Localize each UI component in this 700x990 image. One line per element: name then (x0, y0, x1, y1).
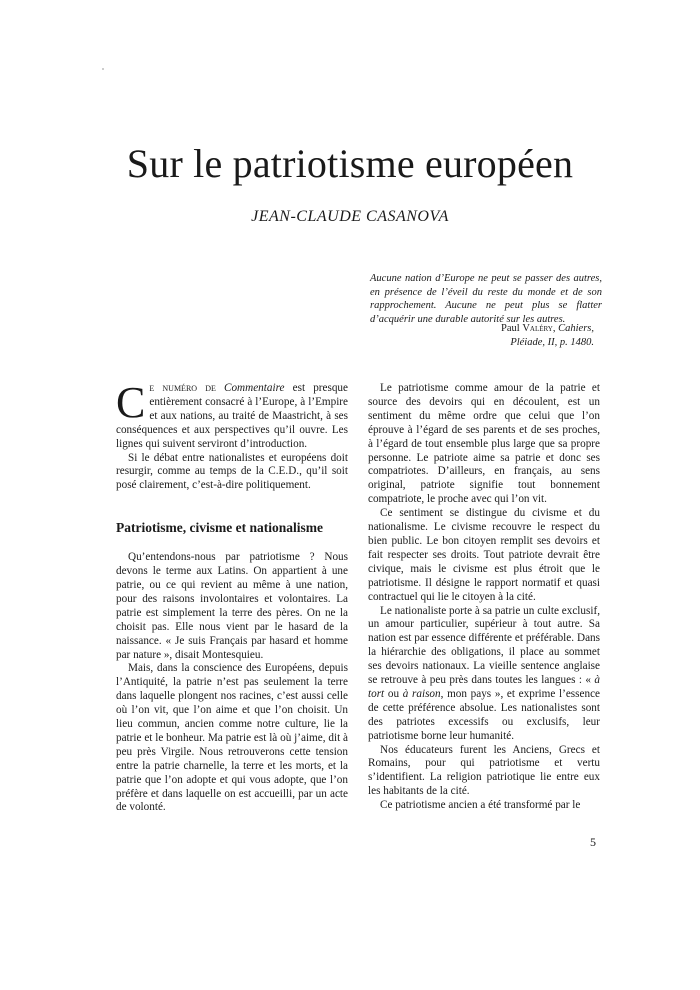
section-heading: Patriotisme, civisme et nationalisme (116, 520, 323, 536)
intro-paragraph-2: Si le débat entre nationalistes et européens doit resurgir, comme au temps de la C.E.D., qu’il soit posé clairement, c’est-à-dire politiquement. (116, 451, 348, 492)
right-paragraph-4: Nos éducateurs furent les Anciens, Grecs et Romains, pour qui patriotisme et vertu s’identifient. La religion patriotique lie entre eux les habitants de la cité. (368, 743, 600, 798)
epigraph-author-last: Valéry (522, 323, 553, 334)
right-paragraph-3 (368, 605, 600, 744)
right-p3-italic-1: à tort (368, 674, 600, 700)
intro-p1-rest: est presque entièrement consacré à l’Europe, à l’Empire et aux nations, au traité de Maastricht, à ses conséquences et aux perspectives qu’il ouvre. Les lignes qui suivent serviront d’introduction. (116, 382, 348, 450)
right-paragraph-2: Ce sentiment se distingue du civisme et du nationalisme. Le civisme recouvre le respect du bien public. Le bon citoyen remplit ses devoirs et fait respecter ses droits. Tout patriote devrait être civique, mais le civisme est plus étroit que le patriotisme. Il désigne le rapport normatif et quasi contractuel qui lie le citoyen à la cité. (368, 507, 600, 603)
right-p3-c: , mon pays », et exprime l’essence de cette préférence absolue. Les nationalistes sont des patriotes excessifs ou exclusifs, leur patriotisme borne leur humanité. (368, 687, 601, 742)
intro-paragraph-1 (116, 378, 348, 452)
epigraph-text: Aucune nation d’Europe ne peut se passer des autres, en présence de l’éveil du reste du monde et de son rapprochement. Aucune ne peut plus se flatter d’acquérir une durable autorité sur les autres. (370, 273, 602, 325)
section-paragraph-1: Qu’entendons-nous par patriotisme ? Nous devons le terme aux Latins. On appartient à une patrie, ou ce qui revient au même à une nation, pour des raisons involontaires et volontaires. La patrie est simplement la terre des pères. On ne la choisit pas. Elle nous vient par le hasard de la naissance. « Je suis Français par hasard et homme par nature », disait Montesquieu. (116, 551, 348, 661)
left-column (116, 378, 348, 815)
article-author: JEAN-CLAUDE CASANOVA (251, 208, 449, 225)
drop-cap: C (116, 378, 146, 427)
right-paragraph-1: Le patriotisme comme amour de la patrie et source des devoirs qui en découlent, est un sentiment du même ordre que celui que l’on éprouve à l’égard de ses parents et de ses proches, à l’égard de tout ensemble plus large que sa propre personne. Le patriote aime sa patrie et donc ses compatriotes. D’ailleurs, en français, au sens original, patriote signifie tout bonnement compatriote, le proche avec qui l’on vit. (368, 382, 600, 506)
section-paragraph-2: Mais, dans la conscience des Européens, depuis l’Antiquité, la patrie n’est pas seulement la terre dans laquelle plongent nos racines, c’est aussi celle où l’on vit, que l’on aime et que l’on choisit. Un lieu commun, ancien comme notre culture, lie la patrie et le bonheur. Ma patrie est là où j’aime, dit à peu près Virgile. Nous retrouverons cette tension entre la patrie charnelle, la terre et les morts, et la patrie que l’on adopte et qui vous adopte, que l’on préfère et dans laquelle on est accueilli, par un acte de volonté. (116, 662, 348, 814)
intro-p1-italic: Commentaire (224, 382, 285, 394)
right-p3-italic-2: à raison (402, 687, 441, 700)
right-p3-b: ou (384, 687, 403, 700)
right-column (368, 382, 600, 813)
intro-p1-start: e numéro de (149, 382, 224, 394)
right-paragraph-5: Ce patriotisme ancien a été transformé par le (380, 799, 581, 812)
epigraph-attribution: Paul Valéry, Cahiers, Pléiade, II, p. 1480. (501, 323, 594, 348)
epigraph-source-1: Cahiers, (558, 323, 594, 334)
epigraph-source-2: Pléiade, II, p. 1480. (510, 336, 594, 348)
epigraph-author-first: Paul (501, 323, 523, 334)
article-title: Sur le patriotisme européen (126, 141, 574, 186)
scan-speck (102, 68, 104, 70)
right-p3-a: Le nationaliste porte à sa patrie un culte exclusif, un amour particulier, supérieur à tout autre. Sa nation est par essence différente et préférable. Dans la hiérarchie des obligations, il place au sommet ses devoirs nationaux. La vieille sentence anglaise se retrouve à peu près dans toutes les langues : « (368, 604, 600, 687)
page-number: 5 (590, 835, 596, 849)
